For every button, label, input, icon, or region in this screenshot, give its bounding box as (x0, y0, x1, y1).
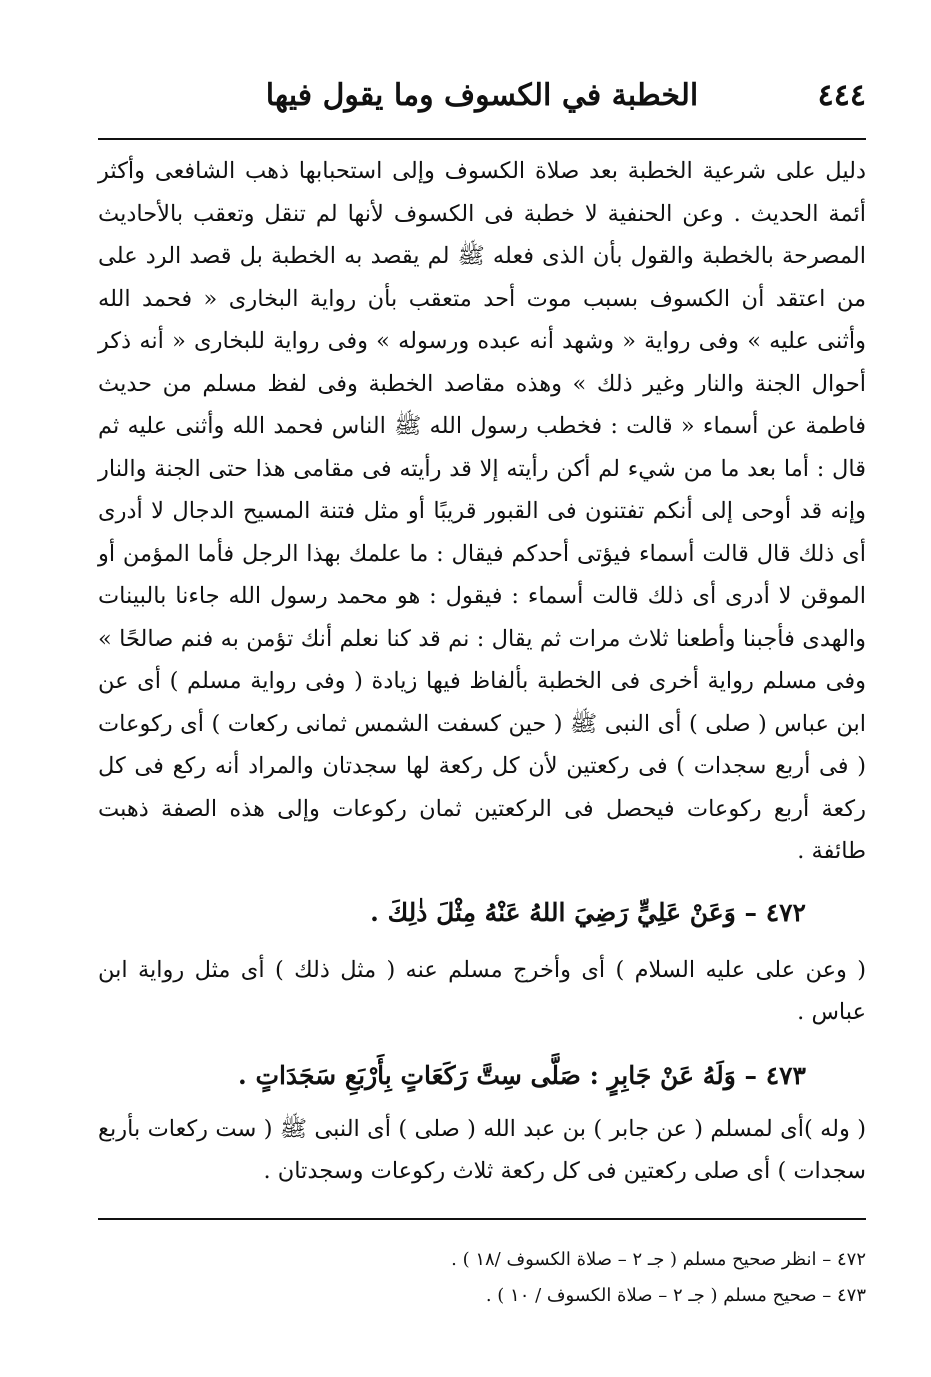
footnote-rule (98, 1218, 866, 1220)
main-text (98, 150, 866, 1193)
running-title: الخطبة في الكسوف وما يقول فيها (265, 78, 699, 113)
footnote-473: ٤٧٣ – صحيح مسلم ( جـ ٢ – صلاة الكسوف / ١٠ ) . (485, 1285, 866, 1306)
footnotes (98, 1242, 866, 1314)
hadith-472: ٤٧٢ – وَعَنْ عَلِيٍّ رَضِيَ اللهُ عَنْهُ مِثْلَ ذٰلِكَ . (370, 897, 806, 927)
page-number: ٤٤٤ (817, 78, 866, 113)
header-rule (98, 138, 866, 140)
commentary-473: ( وله )أى لمسلم ( عن جابر ) بن عبد الله ( صلى ) أى النبى ﷺ ( ست ركعات بأربع سجدات ) أى صلى ركعتين فى كل ركعة ثلاث ركوعات وسجدتان . (98, 1115, 866, 1184)
page-header (98, 72, 866, 122)
commentary-paragraph: دليل على شرعية الخطبة بعد صلاة الكسوف وإلى استحبابها ذهب الشافعى وأكثر أئمة الحديث . وعن الحنفية لا خطبة فى الكسوف لأنها لم تنقل وتعقب بالأحاديث المصرحة بالخطبة والقول بأن الذى فعله ﷺ لم يقصد به الخطبة بل قصد الرد على من اعتقد أن الكسوف بسبب موت أحد متعقب بأن رواية البخارى « فحمد الله وأثنى عليه » وفى رواية « وشهد أنه عبده ورسوله » وفى رواية للبخارى « أنه ذكر أحوال الجنة والنار وغير ذلك » وهذه مقاصد الخطبة وفى لفظ مسلم من حديث فاطمة عن أسماء « قالت : فخطب رسول الله ﷺ الناس فحمد الله وأثنى عليه ثم قال : أما بعد ما من شيء لم أكن رأيته إلا قد رأيته فى مقامى هذا حتى الجنة والنار وإنه قد أوحى إلى أنكم تفتنون فى القبور قريبًا أو مثل فتنة المسيح الدجال لا أدرى أى ذلك قال قالت أسماء فيؤتى أحدكم فيقال : ما علمك بهذا الرجل فأما المؤمن أو الموقن لا أدرى أى ذلك قالت أسماء : فيقول : هو محمد رسول الله جاءنا بالبينات والهدى فأجبنا وأطعنا ثلاث مرات ثم يقال : نم قد كنا نعلم أنك تؤمن به فنم صالحًا » وفى مسلم رواية أخرى فى الخطبة بألفاظ فيها زيادة ( وفى رواية مسلم ) أى عن ابن عباس ( صلى ) أى النبى ﷺ ( حين كسفت الشمس ثمانى ركعات ) أى ركوعات ( فى أربع سجدات ) فى ركعتين لأن كل ركعة لها سجدتان والمراد أنه ركع فى كل ركعة أربع ركوعات فيحصل فى الركعتين ثمان ركوعات وإلى هذه الصفة ذهبت طائفة . (98, 158, 866, 864)
commentary-472: ( وعن على عليه السلام ) أى وأخرج مسلم عنه ( مثل ذلك ) أى مثل رواية ابن عباس . (98, 956, 866, 1025)
hadith-473: ٤٧٣ – وَلَهُ عَنْ جَابِرٍ : صَلَّى سِتَّ رَكَعَاتٍ بِأَرْبَعِ سَجَدَاتٍ . (238, 1060, 806, 1090)
footnote-472: ٤٧٢ – انظر صحيح مسلم ( جـ ٢ – صلاة الكسوف /١٨ ) . (451, 1249, 866, 1270)
